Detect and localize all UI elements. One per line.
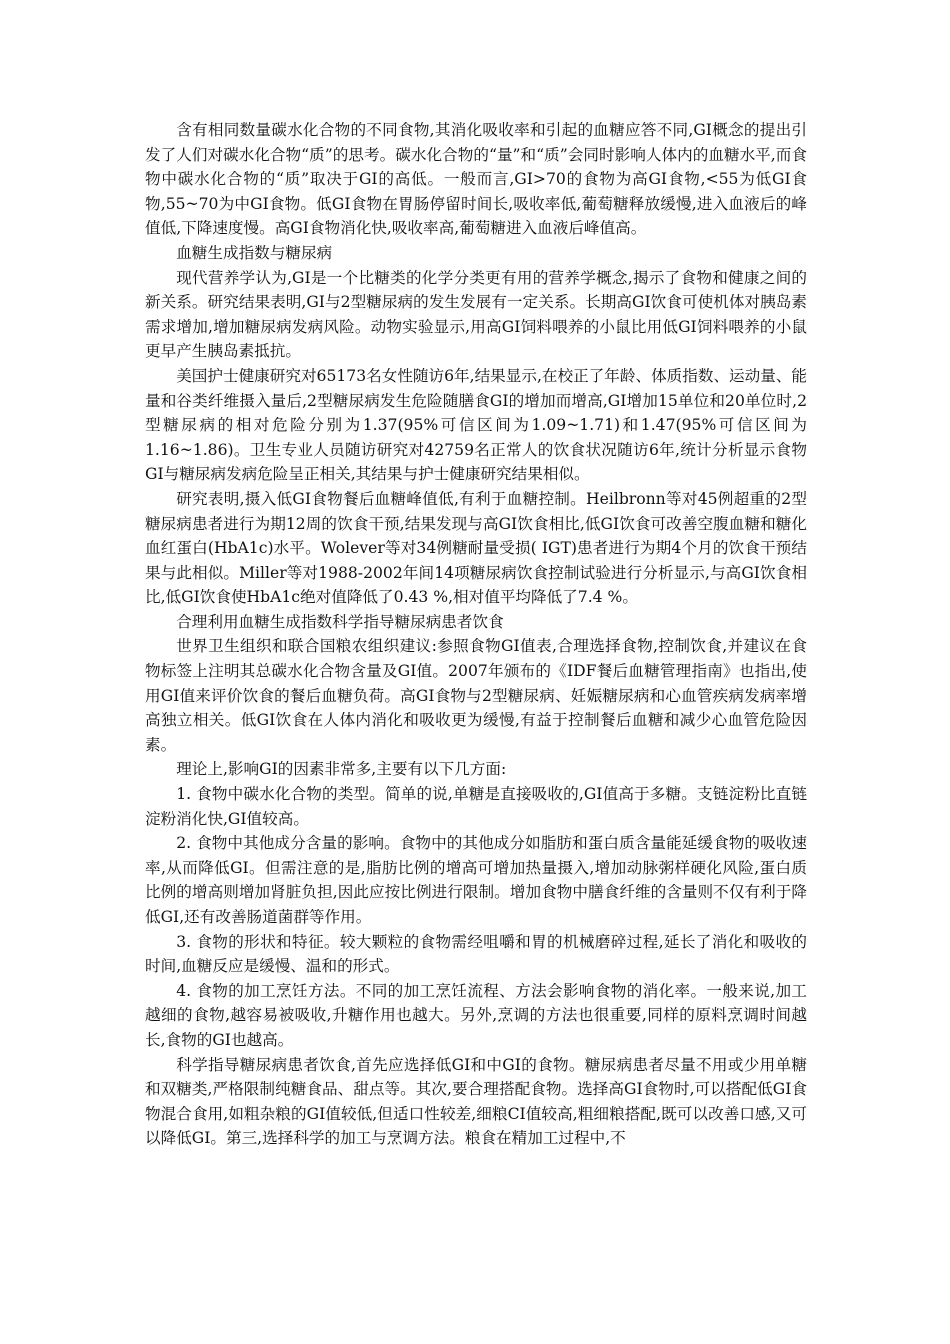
list-item-other-components: 2. 食物中其他成分含量的影响。食物中的其他成分如脂肪和蛋白质含量能延缓食物的吸收速率,从而降低GI。但需注意的是,脂肪比例的增高可增加热量摄入,增加动脉粥样硬化风险,蛋白质比例的增高则增加肾脏负担,因此应按比例进行限制。增加食物中膳食纤维的含量则不仅有利于降低GI,还有改善肠道菌群等作用。 xyxy=(145,834,807,926)
section-heading-diet-guidance: 合理利用血糖生成指数科学指导糖尿病患者饮食 xyxy=(176,612,504,631)
paragraph-nurses-health-study: 美国护士健康研究对65173名女性随访6年,结果显示,在校正了年龄、体质指数、运动量、能量和谷类纤维摄入量后,2型糖尿病发生危险随膳食GI的增加而增高,GI增加15单位和20单位时,2型糖尿病的相对危险分别为1.37(95%可信区间为1.09~1.71)和1.47(95%可信区间为1.16~1.86)。卫生专业人员随访研究对42759名正常人的饮食状况随访6年,统计分析显示食物GI与糖尿病发病危险呈正相关,其结果与护士健康研究结果相似。 xyxy=(145,366,808,484)
list-item-food-shape: 3. 食物的形状和特征。较大颗粒的食物需经咀嚼和胃的机械磨碎过程,延长了消化和吸收的时间,血糖反应是缓慢、温和的形式。 xyxy=(145,932,807,976)
list-item-carbohydrate-type: 1. 食物中碳水化合物的类型。简单的说,单糖是直接吸收的,GI值高于多糖。支链淀粉比直链淀粉消化快,GI值较高。 xyxy=(145,785,807,828)
paragraph-who-fao: 世界卫生组织和联合国粮农组织建议:参照食物GI值表,合理选择食物,控制饮食,并建议在食物标签上注明其总碳水化合物含量及GI值。2007年颁布的《IDF餐后血糖管理指南》也指出,使用GI值来评价饮食的餐后血糖负荷。高GI食物与2型糖尿病、妊娠糖尿病和心血管疾病发病率增高独立相关。低GI饮食在人体内消化和吸收更为缓慢,有益于控制餐后血糖和减少心血管危险因素。 xyxy=(145,637,807,754)
paragraph-scientific-guidance: 科学指导糖尿病患者饮食,首先应选择低GI和中GI的食物。糖尿病患者尽量不用或少用单糖和双糖类,严格限制纯糖食品、甜点等。其次,要合理搭配食物。选择高GI食物时,可以搭配低GI食物混合食用,如粗杂粮的GI值较低,但适口性较差,细粮CI值较高,粗细粮搭配,既可以改善口感,又可以降低GI。第三,选择科学的加工与烹调方法。粮食在精加工过程中,不 xyxy=(145,1055,807,1148)
section-heading-gi-diabetes: 血糖生成指数与糖尿病 xyxy=(176,243,333,262)
paragraph-gi-factors-intro: 理论上,影响GI的因素非常多,主要有以下几方面: xyxy=(176,760,507,779)
paragraph-modern-nutrition: 现代营养学认为,GI是一个比糖类的化学分类更有用的营养学概念,揭示了食物和健康之间的新关系。研究结果表明,GI与2型糖尿病的发生发展有一定关系。长期高GI饮食可使机体对胰岛素需求增加,增加糖尿病发病风险。动物实验显示,用高GI饲料喂养的小鼠比用低GI饲料喂养的小鼠更早产生胰岛素抵抗。 xyxy=(145,268,807,361)
document-body xyxy=(145,118,807,1151)
paragraph-research-findings: 研究表明,摄入低GI食物餐后血糖峰值低,有利于血糖控制。Heilbronn等对45例超重的2型糖尿病患者进行为期12周的饮食干预,结果发现与高GI饮食相比,低GI饮食可改善空腹血糖和糖化血红蛋白(HbA1c)水平。Wolever等对34例糖耐量受损( IGT)患者进行为期4个月的饮食干预结果与此相似。Miller等对1988-2002年间14项糖尿病饮食控制试验进行分析显示,与高GI饮食相比,低GI饮食使HbA1c绝对值降低了0.43 %,相对值平均降低了7.4 %。 xyxy=(145,489,807,607)
paragraph-gi-concept: 含有相同数量碳水化合物的不同食物,其消化吸收率和引起的血糖应答不同,GI概念的提出引发了人们对碳水化合物“质”的思考。碳水化合物的“量”和“质”会同时影响人体内的血糖水平,而食物中碳水化合物的“质”取决于GI的高低。一般而言,GI>70的食物为高GI食物,<55为低GI食物,55~70为中GI食物。低GI食物在胃肠停留时间长,吸收率低,葡萄糖释放缓慢,进入血液后的峰值低,下降速度慢。高GI食物消化快,吸收率高,葡萄糖进入血液后峰值高。 xyxy=(145,121,807,238)
list-item-processing-methods: 4. 食物的加工烹饪方法。不同的加工烹饪流程、方法会影响食物的消化率。一般来说,加工越细的食物,越容易被吸收,升糖作用也越大。另外,烹调的方法也很重要,同样的原料烹调时间越长,食物的GI也越高。 xyxy=(145,981,807,1049)
